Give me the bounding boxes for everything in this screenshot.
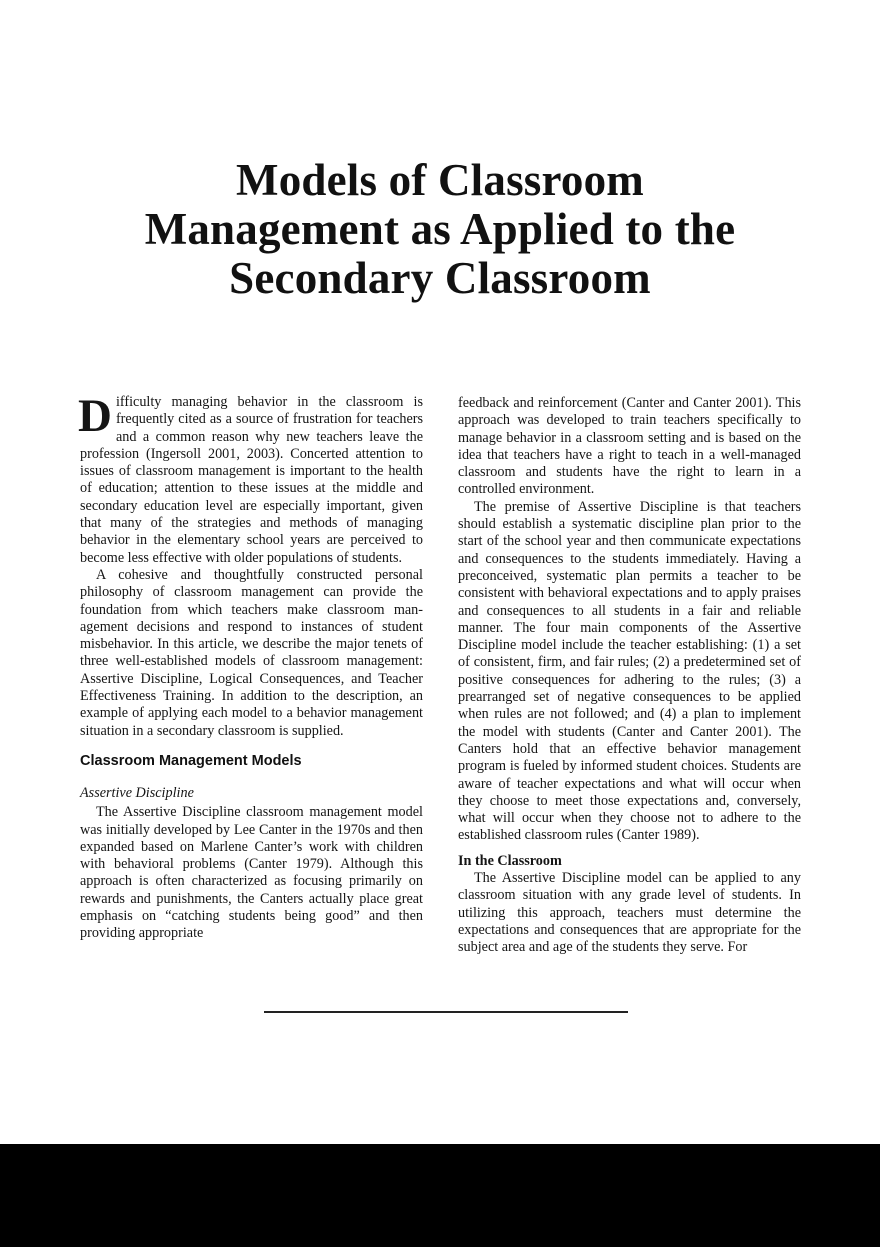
title-line-3: Secondary Classroom bbox=[229, 253, 651, 303]
left-column bbox=[78, 390, 423, 943]
title-line-2: Management as Applied to the bbox=[144, 204, 736, 254]
right-paragraph-3: The Assertive Discipline model can be applied to any classroom situation with any grade level of students. In utilizing this approach, teachers must determine the expectations and consequences that are appropriate for the subject area and age of the students they serve. For bbox=[458, 870, 801, 956]
section-heading: Classroom Management Models bbox=[80, 752, 302, 769]
bottom-black-bar bbox=[0, 1144, 880, 1247]
in-the-classroom-heading: In the Classroom bbox=[458, 852, 562, 869]
paragraph-2: A cohesive and thoughtfully constructed personal philosophy of classroom management can provide the foundation from which teachers make classroom management decisions and respond to instances of student misbehavior. In this article, we describe the major tenets of three well-established models of classroom management: Assertive Discipline, Logical Consequences, and Teacher Effectiveness Training. In addition to the description, an example of applying each model to a behavior management situation in a secondary classroom is supplied. bbox=[80, 566, 423, 739]
footnote-divider bbox=[264, 1011, 628, 1013]
paragraph-3: The Assertive Discipline classroom management model was initially developed by Lee Canter in the 1970s and then expanded based on Marlene Canter’s work with children with behavioral problems (Canter 1979). Although this approach is often characterized as focusing primarily on rewards and punishments, the Canters actually place great emphasis on “catching students being good” and then providing appropriate bbox=[80, 804, 423, 942]
intro-text: ifficulty managing behavior in the classroom is frequently cited as a source of frustration for teachers and a common reason why new teachers leave the profession (Ingersoll 2001, 2003). Concerted attention to issues of classroom management is important to the health of education; attention to these issues at the middle and secondary education level are especially important, given that many of the strategies and methods of managing behavior in the elementary school years are perceived to become less effective with older populations of students. bbox=[80, 394, 423, 566]
right-paragraph-2: The premise of Assertive Discipline is that teachers should establish a systematic discipline plan prior to the start of the school year and then communicate expectations and consequences to the students immediately. Having a preconceived, systematic plan permits a teacher to be consistent with behavioral expectations and to apply praises and consequences to all students in a fair and reliable manner. The four main components of the Assertive Discipline model include the teacher establishing: (1) a set of consistent, firm, and fair rules; (2) a predetermined set of positive consequences for adhering to the rules; (3) a prearranged set of negative consequences to be applied when rules are not followed; and (4) a plan to implement the model with students (Canter and Canter 2001). The Canters hold that an effective behavior management program is fueled by informed student choices. Students are aware of teacher expectations and what will occur when they choose to meet those expectations and, conversely, what will occur when they choose not to adhere to the established classroom rules (Canter 1989). bbox=[458, 498, 801, 844]
intro-paragraph bbox=[78, 390, 423, 567]
title-line-1: Models of Classroom bbox=[236, 155, 644, 205]
article-title bbox=[0, 156, 880, 303]
right-column bbox=[458, 395, 801, 957]
drop-cap: D bbox=[78, 390, 112, 442]
right-paragraph-1: feedback and reinforcement (Canter and Canter 2001). This approach was developed to train teachers specifically to manage behavior in a classroom setting and is based on the idea that teachers have a right to teach in a well-managed classroom and students have the right to learn in a controlled environment. bbox=[458, 395, 801, 498]
subsection-heading: Assertive Discipline bbox=[80, 784, 194, 801]
